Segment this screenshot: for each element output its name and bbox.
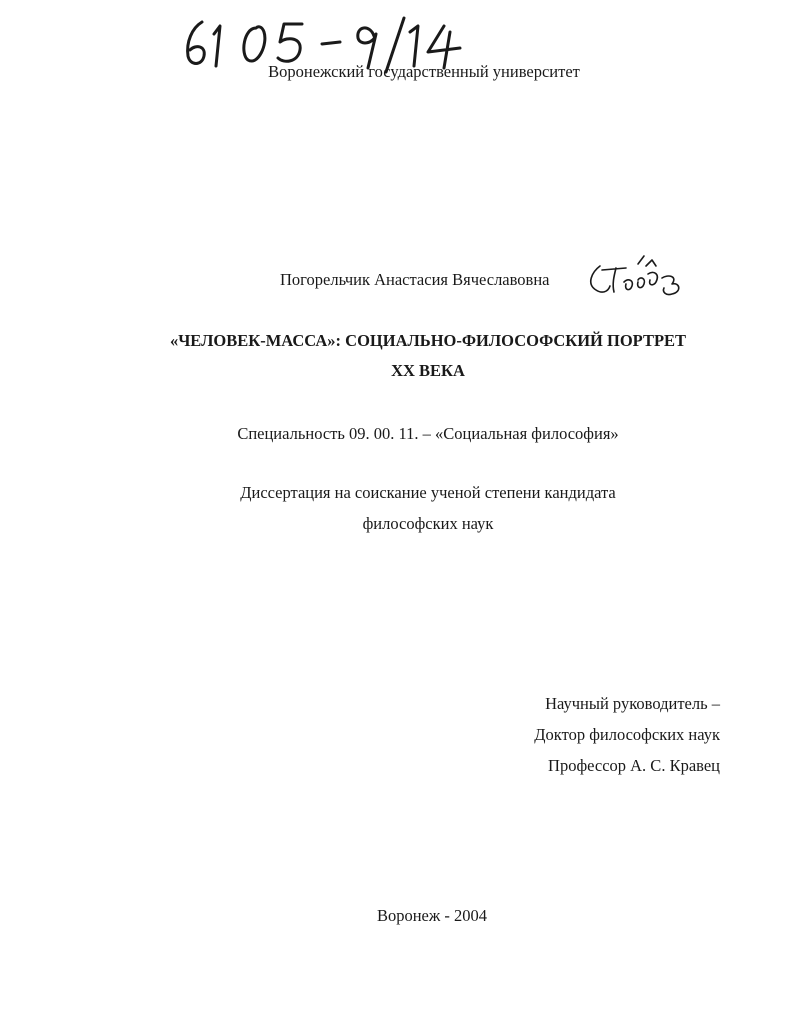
- university-name: Воронежский государственный университет: [268, 62, 580, 81]
- supervisor-label: Научный руководитель –: [545, 694, 720, 713]
- author-signature: [582, 252, 692, 304]
- dissertation-title-line-2: XX ВЕКА: [391, 361, 465, 380]
- specialty-text: Специальность 09. 00. 11. – «Социальная философия»: [237, 424, 619, 443]
- supervisor-degree: Доктор философских наук: [534, 725, 720, 744]
- dissertation-degree-line-2: философских наук: [362, 514, 494, 533]
- supervisor-name: Профессор А. С. Кравец: [548, 756, 720, 775]
- dissertation-title-line-1: «ЧЕЛОВЕК-МАССА»: СОЦИАЛЬНО-ФИЛОСОФСКИЙ ПОРТРЕТ: [169, 331, 687, 350]
- dissertation-degree-line-1: Диссертация на соискание ученой степени кандидата: [240, 483, 616, 502]
- author-name: Погорельчик Анастасия Вячеславовна: [280, 270, 550, 289]
- city-and-year: Воронеж - 2004: [376, 906, 488, 925]
- signature-drawing: [582, 252, 692, 304]
